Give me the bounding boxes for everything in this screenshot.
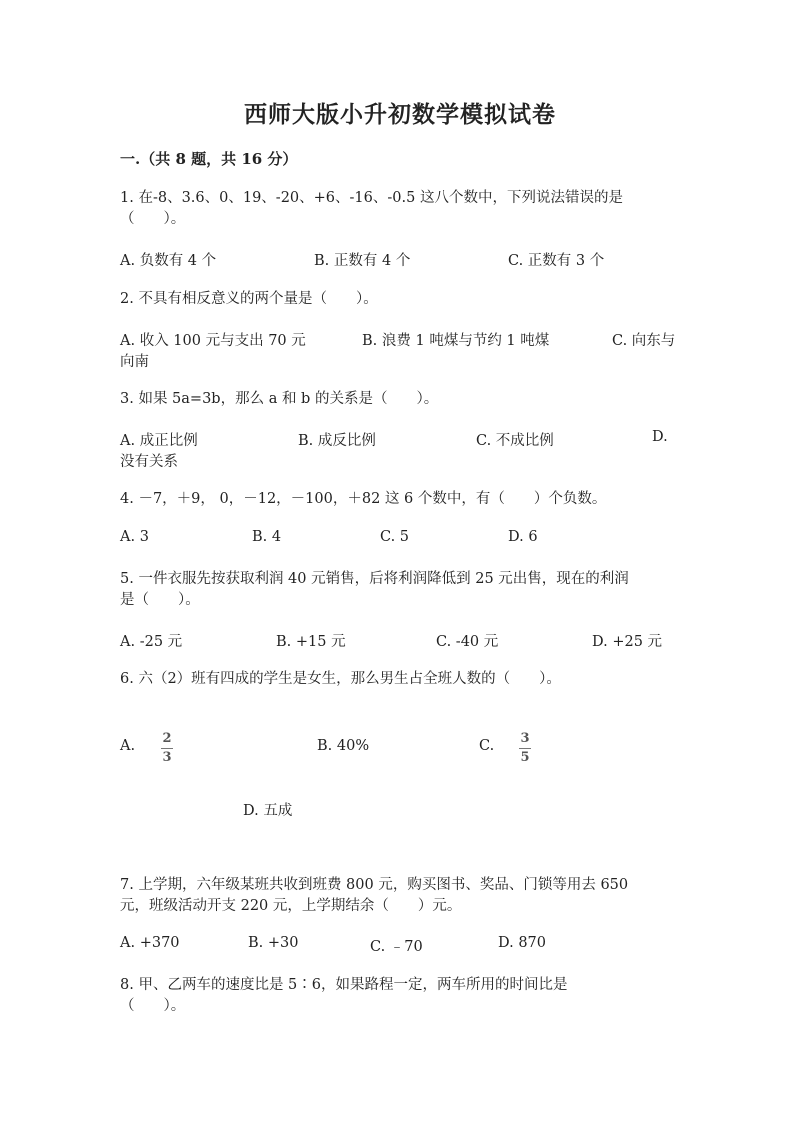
question-8-line-2: （ ）。 bbox=[120, 998, 186, 1014]
page-title: 西师大版小升初数学模拟试卷 bbox=[244, 101, 556, 128]
question-4-option-c: C. 5 bbox=[380, 529, 410, 545]
question-6-option-c: C. bbox=[479, 738, 495, 754]
question-3-text: 3. 如果 5a=3b，那么 a 和 b 的关系是（ ）。 bbox=[120, 391, 439, 407]
question-4-text: 4. －7，＋9， 0，－12，－100，＋82 这 6 个数中，有（ ）个负数。 bbox=[120, 491, 607, 507]
question-8-line-1: 8. 甲、乙两车的速度比是 5∶6，如果路程一定，两车所用的时间比是 bbox=[120, 977, 568, 993]
fraction-numerator: 3 bbox=[520, 731, 530, 746]
question-7-option-b: B. +30 bbox=[248, 935, 299, 951]
fraction-bar bbox=[519, 748, 531, 749]
question-2-option-a: A. 收入 100 元与支出 70 元 bbox=[120, 333, 306, 349]
question-6-option-a: A. bbox=[120, 738, 136, 754]
question-5-line-2: 是（ ）。 bbox=[120, 592, 200, 608]
question-2-option-c-cont: 向南 bbox=[120, 354, 149, 370]
question-4-option-a: A. 3 bbox=[120, 529, 149, 545]
question-2-text: 2. 不具有相反意义的两个量是（ ）。 bbox=[120, 291, 378, 307]
question-1-line-2: （ ）。 bbox=[120, 211, 186, 227]
question-2-option-c: C. 向东与 bbox=[612, 333, 676, 349]
question-5-option-b: B. +15 元 bbox=[276, 634, 346, 650]
section-heading: 一.（共 8 题，共 16 分） bbox=[120, 150, 298, 168]
question-3-option-c: C. 不成比例 bbox=[476, 433, 554, 449]
question-1-option-a: A. 负数有 4 个 bbox=[120, 253, 217, 269]
question-6-fraction-c bbox=[519, 732, 531, 765]
question-7-option-c: C. ﹣70 bbox=[370, 939, 423, 955]
question-5-option-d: D. +25 元 bbox=[592, 634, 663, 650]
question-1-option-c: C. 正数有 3 个 bbox=[508, 253, 605, 269]
fraction-bar bbox=[161, 748, 173, 749]
question-6-fraction-a bbox=[161, 732, 173, 765]
question-1-option-b: B. 正数有 4 个 bbox=[314, 253, 411, 269]
question-7-line-2: 元，班级活动开支 220 元，上学期结余（ ）元。 bbox=[120, 898, 462, 914]
question-2-option-b: B. 浪费 1 吨煤与节约 1 吨煤 bbox=[362, 333, 550, 349]
question-3-option-b: B. 成反比例 bbox=[298, 433, 376, 449]
question-7-line-1: 7. 上学期，六年级某班共收到班费 800 元，购买图书、奖品、门锁等用去 650 bbox=[120, 877, 629, 893]
question-5-option-c: C. -40 元 bbox=[436, 634, 499, 650]
question-4-option-d: D. 6 bbox=[508, 529, 538, 545]
question-1-line-1: 1. 在-8、3.6、0、19、-20、+6、-16、-0.5 这八个数中，下列说法错误的是 bbox=[120, 190, 623, 206]
question-3-option-d-cont: 没有关系 bbox=[120, 454, 178, 470]
question-6-text: 6. 六（2）班有四成的学生是女生，那么男生占全班人数的（ ）。 bbox=[120, 671, 561, 687]
fraction-denominator: 5 bbox=[520, 750, 530, 765]
fraction-numerator: 2 bbox=[162, 731, 172, 746]
question-6-option-b: B. 40% bbox=[317, 738, 370, 754]
fraction-denominator: 3 bbox=[162, 750, 172, 765]
question-3-option-d: D. bbox=[652, 429, 668, 445]
question-5-line-1: 5. 一件衣服先按获取利润 40 元销售，后将利润降低到 25 元出售，现在的利润 bbox=[120, 571, 629, 587]
question-3-option-a: A. 成正比例 bbox=[120, 433, 198, 449]
question-7-option-d: D. 870 bbox=[498, 935, 547, 951]
question-7-option-a: A. +370 bbox=[120, 935, 180, 951]
question-5-option-a: A. -25 元 bbox=[120, 634, 183, 650]
question-6-option-d: D. 五成 bbox=[243, 803, 293, 819]
question-4-option-b: B. 4 bbox=[252, 529, 282, 545]
